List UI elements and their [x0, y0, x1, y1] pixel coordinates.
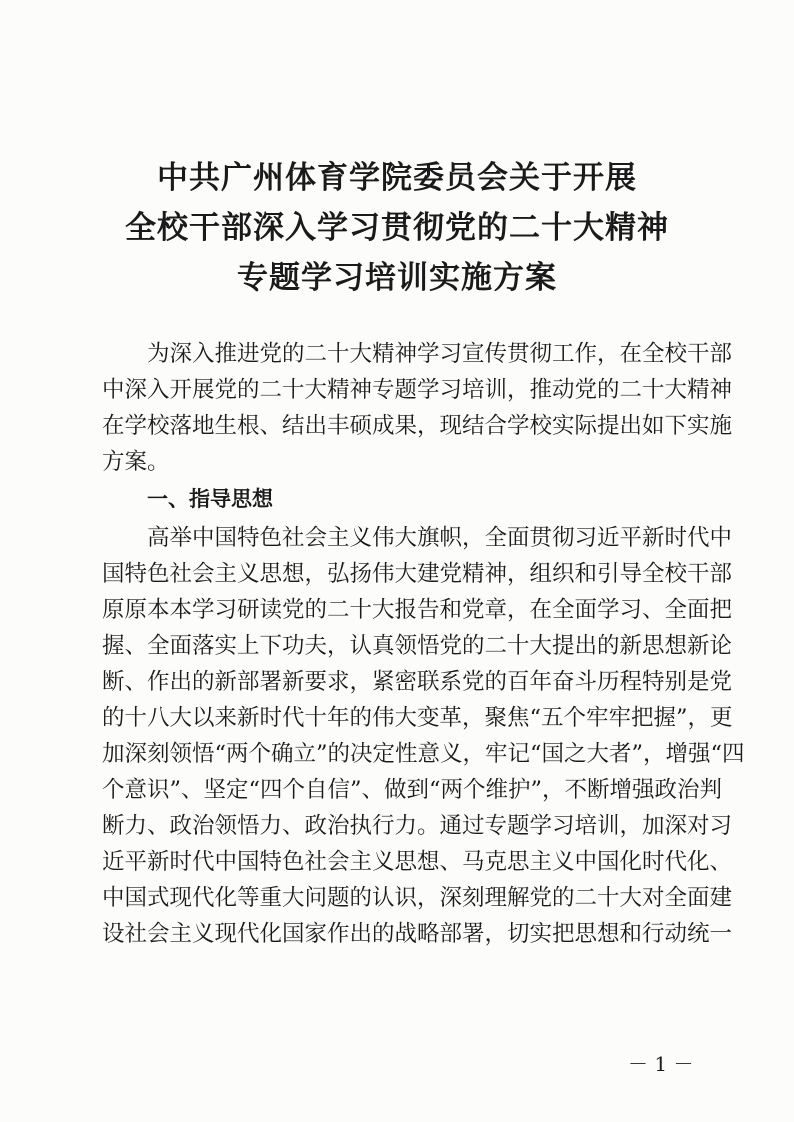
body-line-2: 国特色社会主义思想，弘扬伟大建党精神，组织和引导全校干部	[102, 561, 733, 587]
intro-line-4: 方案。	[102, 449, 170, 475]
section-heading: 一、指导思想	[147, 487, 273, 511]
body-line-1: 高举中国特色社会主义伟大旗帜，全面贯彻习近平新时代中	[147, 525, 733, 551]
body-line-9: 断力、政治领悟力、政治执行力。通过专题学习培训，加深对习	[102, 813, 733, 839]
intro-line-1: 为深入推进党的二十大精神学习宣传贯彻工作，在全校干部	[147, 341, 733, 367]
body-line-5: 断、作出的新部署新要求，紧密联系党的百年奋斗历程特别是党	[102, 669, 733, 695]
body-line-10: 近平新时代中国特色社会主义思想、马克思主义中国化时代化、	[102, 849, 733, 875]
title-line-2: 全校干部深入学习贯彻党的二十大精神	[125, 210, 669, 246]
body-line-11: 中国式现代化等重大问题的认识，深刻理解党的二十大对全面建	[102, 885, 733, 911]
body-line-12: 设社会主义现代化国家作出的战略部署，切实把思想和行动统一	[102, 921, 733, 947]
body-line-4: 握、全面落实上下功夫，认真领悟党的二十大提出的新思想新论	[102, 633, 733, 659]
body-line-8: 个意识”、坚定“四个自信”、做到“两个维护”，不断增强政治判	[102, 777, 723, 803]
title-line-3: 专题学习培训实施方案	[237, 260, 557, 296]
body-line-6: 的十八大以来新时代十年的伟大变革，聚焦“五个牢牢把握”，更	[102, 705, 733, 731]
page-number: － 1 －	[628, 1052, 694, 1076]
body-line-3: 原原本本学习研读党的二十大报告和党章，在全面学习、全面把	[102, 597, 733, 623]
body-line-7: 加深刻领悟“两个确立”的决定性意义，牢记“国之大者”，增强“四	[102, 741, 745, 767]
intro-line-2: 中深入开展党的二十大精神专题学习培训，推动党的二十大精神	[102, 377, 733, 403]
title-line-1: 中共广州体育学院委员会关于开展	[157, 160, 637, 196]
intro-line-3: 在学校落地生根、结出丰硕成果，现结合学校实际提出如下实施	[102, 413, 733, 439]
